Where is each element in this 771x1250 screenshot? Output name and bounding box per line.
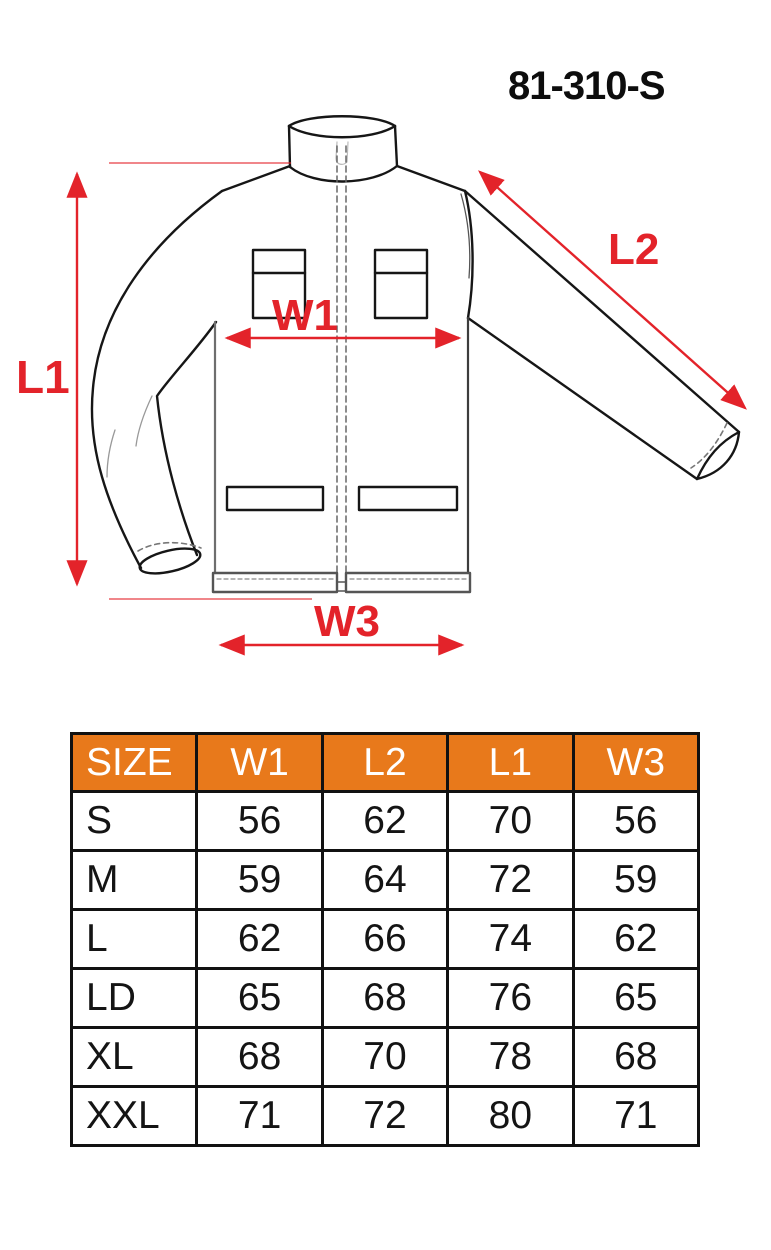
waist-pocket-right [359,487,457,510]
waist-pocket-left [227,487,323,510]
value-cell: 65 [197,969,322,1028]
value-cell: 56 [573,792,698,851]
value-cell: 65 [573,969,698,1028]
collar [289,116,397,181]
dimension-label-l1: L1 [16,351,70,403]
value-cell: 62 [573,910,698,969]
header-cell-w1: W1 [197,734,322,792]
value-cell: 66 [322,910,447,969]
size-cell: S [72,792,197,851]
size-table [70,732,700,1147]
table-row-m [72,851,699,910]
value-cell: 70 [322,1028,447,1087]
jacket-body [213,146,470,592]
value-cell: 62 [322,792,447,851]
value-cell: 68 [197,1028,322,1087]
value-cell: 68 [573,1028,698,1087]
header-cell-l2: L2 [322,734,447,792]
dimension-label-w3: W3 [314,597,380,646]
value-cell: 62 [197,910,322,969]
l2-dimension-arrow [480,172,745,408]
value-cell: 59 [197,851,322,910]
right-sleeve [461,191,739,479]
size-table-header-row [72,734,699,792]
size-cell: LD [72,969,197,1028]
value-cell: 80 [448,1087,573,1146]
dimension-label-l2: L2 [608,225,660,274]
left-cuff [137,544,202,578]
header-cell-size: SIZE [72,734,197,792]
table-row-xxl [72,1087,699,1146]
l1-dimension-arrow [77,163,312,599]
size-cell: XL [72,1028,197,1087]
dimension-label-w1: W1 [272,291,338,340]
header-cell-l1: L1 [448,734,573,792]
table-row-l [72,910,699,969]
value-cell: 72 [448,851,573,910]
table-row-s [72,792,699,851]
table-row-xl [72,1028,699,1087]
value-cell: 78 [448,1028,573,1087]
header-cell-w3: W3 [573,734,698,792]
value-cell: 70 [448,792,573,851]
size-cell: M [72,851,197,910]
value-cell: 64 [322,851,447,910]
value-cell: 74 [448,910,573,969]
shoulders [222,166,465,191]
size-cell: XXL [72,1087,197,1146]
product-code: 81-310-S [508,64,665,108]
value-cell: 72 [322,1087,447,1146]
size-cell: L [72,910,197,969]
value-cell: 71 [573,1087,698,1146]
value-cell: 68 [322,969,447,1028]
hem-band [213,573,470,592]
chest-pocket-right [375,250,427,318]
zipper [337,146,346,572]
value-cell: 71 [197,1087,322,1146]
value-cell: 59 [573,851,698,910]
left-sleeve [92,191,222,578]
value-cell: 56 [197,792,322,851]
value-cell: 76 [448,969,573,1028]
table-row-ld [72,969,699,1028]
